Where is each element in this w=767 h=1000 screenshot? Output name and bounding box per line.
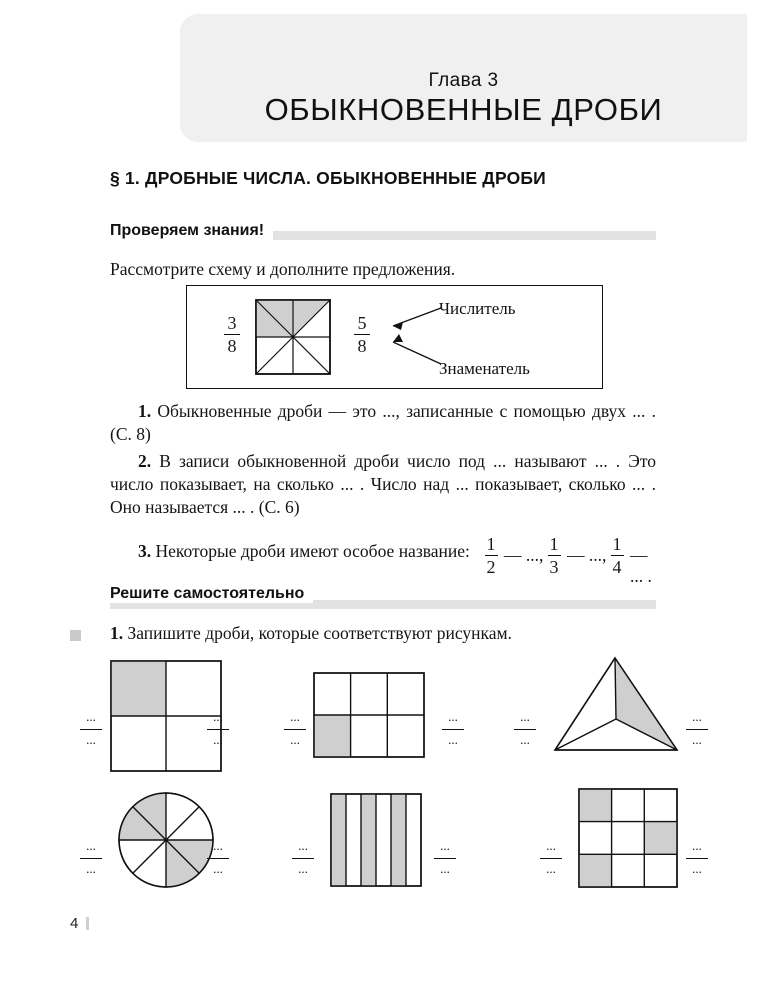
answer-denominator-3[interactable]: ... (520, 732, 530, 747)
answer-bar-4b (207, 858, 229, 859)
task-3-fractions (480, 530, 660, 586)
answer-denominator-1[interactable]: ... (86, 732, 96, 747)
section-heading: § 1. ДРОБНЫЕ ЧИСЛА. ОБЫКНОВЕННЫЕ ДРОБИ (110, 168, 546, 188)
answer-bar-5b (434, 858, 456, 859)
task-1 (110, 400, 656, 446)
answer-numerator-6b[interactable]: ... (692, 838, 702, 853)
page-number: 4 (70, 915, 79, 932)
fraction-bar (548, 555, 561, 556)
exercise-1-text: Запишите дроби, которые соответствуют рисункам. (127, 623, 512, 643)
answer-numerator-4[interactable]: ... (86, 838, 96, 853)
figure-rectangle-6-strips (330, 793, 422, 887)
answer-denominator-3b[interactable]: ... (692, 732, 702, 747)
figure-2-svg (313, 672, 425, 758)
intro-instruction: Рассмотрите схему и дополните предложения. (110, 259, 456, 279)
task3-tail-1: — ..., (504, 545, 544, 565)
fraction-bar (224, 334, 240, 335)
fraction-denominator: 8 (227, 336, 237, 357)
answer-numerator-1[interactable]: ... (86, 709, 96, 724)
figure-circle-8-sectors (116, 790, 216, 890)
answer-denominator-6[interactable]: ... (546, 861, 556, 876)
answer-bar-3b (686, 729, 708, 730)
scheme-left-fraction (217, 313, 247, 356)
answer-bar-4 (80, 858, 102, 859)
fraction-denominator: 4 (612, 557, 622, 578)
scheme-right-fraction (347, 313, 377, 356)
answer-bar-1b (207, 729, 229, 730)
bullet-square-icon (70, 630, 81, 641)
task3-fraction-1 (480, 534, 502, 577)
answer-bar-6b (686, 858, 708, 859)
answer-numerator-6[interactable]: ... (546, 838, 556, 853)
answer-numerator-4b[interactable]: ... (213, 838, 223, 853)
answer-bar-3 (514, 729, 536, 730)
answer-denominator-1b[interactable]: ... (213, 732, 223, 747)
fraction-bar (354, 334, 370, 335)
task-3-text: Некоторые дроби имеют особое название: (155, 541, 470, 561)
scheme-square-8-sectors (255, 299, 331, 375)
answer-numerator-2[interactable]: ... (290, 709, 300, 724)
answer-bar-2 (284, 729, 306, 730)
chapter-title: ОБЫКНОВЕННЫЕ ДРОБИ (264, 92, 663, 127)
scheme-square-svg (255, 299, 331, 375)
answer-numerator-5b[interactable]: ... (440, 838, 450, 853)
exercise-1 (110, 622, 656, 645)
answer-denominator-5[interactable]: ... (298, 861, 308, 876)
chapter-number: Глава 3 (428, 70, 499, 91)
answer-bar-5 (292, 858, 314, 859)
fraction-numerator: 1 (612, 534, 622, 554)
task3-fraction-2 (543, 534, 565, 577)
answer-bar-1 (80, 729, 102, 730)
answer-denominator-5b[interactable]: ... (440, 861, 450, 876)
task-1-number: 1. (138, 401, 152, 421)
fraction-numerator: 1 (486, 534, 496, 554)
check-knowledge-label: Проверяем знания! (110, 222, 273, 240)
scheme-box (186, 285, 603, 389)
task3-tail-3: — ... . (630, 545, 652, 586)
task-2-text: В записи обыкновенной дроби число под ... называют ... . Это число показывает, на сколько ... . Число над ... показывает, сколько ... . Оно называется ... . (С. 6) (110, 451, 656, 517)
figure-6-svg (578, 788, 678, 888)
answer-denominator-2b[interactable]: ... (448, 732, 458, 747)
answer-bar-6 (540, 858, 562, 859)
fraction-numerator: 5 (357, 313, 367, 333)
task3-tail-2: — ..., (567, 545, 607, 565)
answer-denominator-2[interactable]: ... (290, 732, 300, 747)
task-2 (110, 450, 656, 519)
answer-numerator-1b[interactable]: ... (213, 709, 223, 724)
answer-denominator-4[interactable]: ... (86, 861, 96, 876)
figure-5-svg (330, 793, 422, 887)
label-denominator: Знаменатель (439, 359, 530, 378)
fraction-denominator: 3 (549, 557, 559, 578)
answer-numerator-5[interactable]: ... (298, 838, 308, 853)
scheme-arrows (383, 298, 445, 378)
fraction-bar (611, 555, 624, 556)
answer-denominator-4b[interactable]: ... (213, 861, 223, 876)
answer-numerator-2b[interactable]: ... (448, 709, 458, 724)
figure-4-svg (116, 790, 216, 890)
figure-3-svg (553, 655, 683, 755)
task-2-number: 2. (138, 451, 152, 471)
answer-bar-2b (442, 729, 464, 730)
task3-fraction-3 (606, 534, 628, 577)
answer-numerator-3[interactable]: ... (520, 709, 530, 724)
page-number-tick (86, 917, 89, 930)
fraction-denominator: 2 (486, 557, 496, 578)
fraction-denominator: 8 (357, 336, 367, 357)
fraction-numerator: 3 (227, 313, 237, 333)
answer-denominator-6b[interactable]: ... (692, 861, 702, 876)
figure-triangle-3-parts (553, 655, 683, 755)
chapter-banner (180, 14, 747, 142)
task-3-number: 3. (138, 541, 152, 561)
task-1-text: Обыкновенные дроби — это ..., записанные с помощью двух ... . (С. 8) (110, 401, 657, 444)
fraction-bar (485, 555, 498, 556)
figure-square-9-cells (578, 788, 678, 888)
label-numerator: Числитель (439, 299, 516, 318)
figure-square-6-cells (313, 672, 425, 758)
answer-numerator-3b[interactable]: ... (692, 709, 702, 724)
exercise-1-number: 1. (110, 623, 124, 643)
fraction-numerator: 1 (549, 534, 559, 554)
solve-yourself-label: Решите самостоятельно (110, 585, 313, 603)
